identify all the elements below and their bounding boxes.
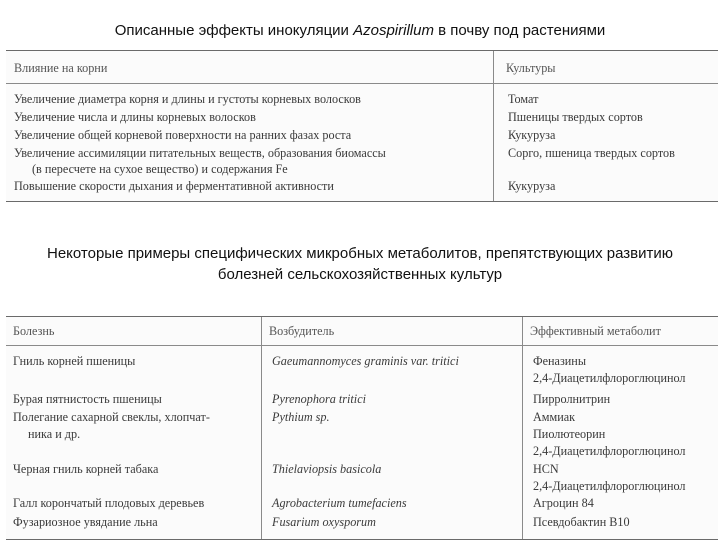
table-cell: Пиолютеорин bbox=[533, 427, 606, 441]
crops-column bbox=[494, 51, 718, 201]
title-line-2: болезней сельскохозяйственных культур bbox=[217, 266, 503, 283]
table-cell: Thielaviopsis basicola bbox=[272, 462, 382, 476]
table-cell: Сорго, пшеница твердых сортов bbox=[508, 146, 675, 160]
table-cell: Увеличение общей корневой поверхности на ранних фазах роста bbox=[14, 128, 352, 142]
table-cell: ника и др. bbox=[28, 427, 81, 441]
header-crops: Культуры bbox=[506, 61, 556, 75]
table-cell: Гниль корней пшеницы bbox=[13, 354, 136, 368]
table-cell: Пшеницы твердых сортов bbox=[508, 110, 643, 124]
title-genus: Azospirillum bbox=[353, 22, 434, 39]
table-cell: Черная гниль корней табака bbox=[13, 462, 159, 476]
table-cell: Пирролнитрин bbox=[533, 392, 611, 406]
title-post: в почву под растениями bbox=[433, 22, 606, 39]
table-cell: Увеличение числа и длины корневых волосков bbox=[14, 110, 256, 124]
table-cell: Галл корончатый плодовых деревьев bbox=[13, 496, 205, 510]
table-cell: 2,4-Диацетилфлороглюцинол bbox=[533, 444, 686, 458]
table-cell: 2,4-Диацетилфлороглюцинол bbox=[533, 479, 686, 493]
table-cell: (в пересчете на сухое вещество) и содержания Fe bbox=[32, 162, 288, 176]
table-cell: HCN bbox=[533, 462, 559, 476]
header-disease: Болезнь bbox=[13, 324, 55, 338]
table-header bbox=[523, 317, 718, 346]
table-cell: Феназины bbox=[533, 354, 587, 368]
table-cell: Pythium sp. bbox=[272, 410, 330, 424]
table-cell: Кукуруза bbox=[508, 128, 556, 142]
table-cell: Псевдобактин В10 bbox=[533, 515, 630, 529]
table-cell: Фузариозное увядание льна bbox=[13, 515, 158, 529]
table-cell: Pyrenophora tritici bbox=[272, 392, 366, 406]
metabolite-column bbox=[523, 317, 718, 539]
table-cell: Томат bbox=[508, 92, 539, 106]
table-cell: Agrobacterium tumefaciens bbox=[272, 496, 407, 510]
header-metabolite: Эффективный метаболит bbox=[530, 324, 661, 338]
table-cell: Gaeumannomyces graminis var. tritici bbox=[272, 354, 459, 368]
pathogen-column bbox=[262, 317, 523, 539]
disease-column bbox=[6, 317, 262, 539]
table-cell: Аммиак bbox=[533, 410, 576, 424]
metabolites-table bbox=[6, 316, 718, 540]
title-metabolites bbox=[0, 243, 720, 285]
root-effects-table bbox=[6, 50, 718, 202]
table-cell: Агроцин 84 bbox=[533, 496, 594, 510]
table-cell: Увеличение диаметра корня и длины и густоты корневых волосков bbox=[14, 92, 361, 106]
table-cell: Кукуруза bbox=[508, 179, 556, 193]
table-cell: Бурая пятнистость пшеницы bbox=[13, 392, 162, 406]
title-azospirillum bbox=[0, 20, 720, 41]
header-root-effects: Влияние на корни bbox=[14, 61, 108, 75]
table-cell: 2,4-Диацетилфлороглюцинол bbox=[533, 371, 686, 385]
title-pre: Описанные эффекты инокуляции bbox=[114, 22, 354, 39]
table-cell: Полегание сахарной свеклы, хлопчат- bbox=[13, 410, 210, 424]
title-line-1: Некоторые примеры специфических микробных метаболитов, препятствующих развитию bbox=[47, 245, 673, 262]
effects-column bbox=[6, 51, 494, 201]
table-header bbox=[262, 317, 522, 346]
table-cell: Fusarium oxysporum bbox=[272, 515, 376, 529]
table-cell: Увеличение ассимиляции питательных веществ, образования биомассы bbox=[14, 146, 386, 160]
table-header bbox=[6, 317, 261, 346]
table-header bbox=[6, 51, 493, 84]
table-header bbox=[494, 51, 718, 84]
table-cell: Повышение скорости дыхания и ферментативной активности bbox=[14, 179, 334, 193]
header-pathogen: Возбудитель bbox=[269, 324, 335, 338]
